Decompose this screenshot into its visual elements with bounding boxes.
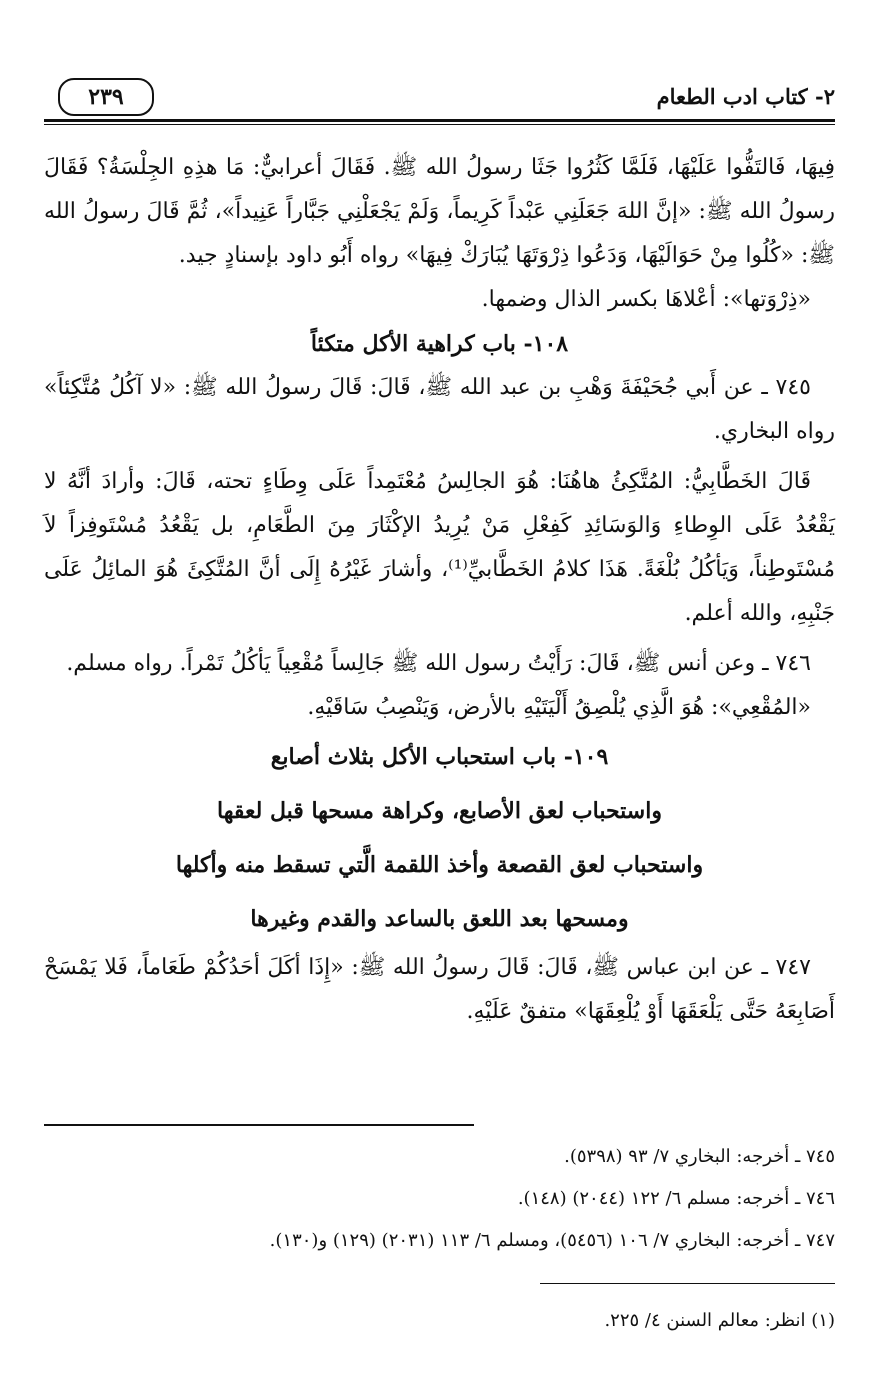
footnote-747: ٧٤٧ ـ أخرجه: البخاري ٧/ ١٠٦ (٥٤٥٦)، ومسلم ٦/ ١١٣ (٢٠٣١) (١٢٩) و(١٣٠). xyxy=(269,1230,835,1251)
chapter-heading-109-line4: ومسحها بعد اللعق بالساعد والقدم وغيرها xyxy=(250,906,629,932)
hadith-746: ٧٤٦ ـ وعن أنس ﷺ، قَالَ: رَأَيْتُ رسول الله ﷺ جَالِساً مُقْعِياً يَأكُلُ تَمْراً. رواه مسلم. xyxy=(66,651,811,676)
header-rule-thin xyxy=(44,124,835,125)
page-number: ٢٣٩ xyxy=(58,78,154,116)
main-text xyxy=(44,146,835,1034)
paragraph-continuation: فِيهَا، فَالتَفُّوا عَلَيْهَا، فَلَمَّا كَثُرُوا جَثَا رسولُ الله ﷺ. فَقَالَ أعرابيٌّ: مَا هذِهِ الجِلْسَةُ؟ فَقَالَ رسولُ الله ﷺ: «إنَّ اللهَ جَعَلَنِي عَبْداً كَرِيماً، وَلَمْ يَجْعَلْنِي جَبَّاراً عَنِيداً»، ثُمَّ قَالَ رسولُ الله ﷺ: «كُلُوا مِنْ حَوَالَيْهَا، وَدَعُوا ذِرْوَتَهَا يُبَارَكْ فِيهَا» رواه أَبُو داود بإسنادٍ جيد. xyxy=(44,155,835,268)
running-head: ٢- كتاب ادب الطعام xyxy=(656,84,835,109)
note-1: (١) انظر: معالم السنن ٤/ ٢٢٥. xyxy=(604,1310,835,1331)
chapter-heading-109-line3: واستحباب لعق القصعة وأخذ اللقمة الَّتي تسقط منه وأكلها xyxy=(175,852,704,878)
chapter-heading-109-line2: واستحباب لعق الأصابع، وكراهة مسحها قبل لعقها xyxy=(217,798,662,824)
gloss-dhirwa: «ذِرْوَتها»: أعْلاهَا بكسر الذال وضمها. xyxy=(481,287,811,312)
footnote-745: ٧٤٥ ـ أخرجه: البخاري ٧/ ٩٣ (٥٣٩٨). xyxy=(564,1146,835,1167)
hadith-745: ٧٤٥ ـ عن أَبي جُحَيْفَةَ وَهْبِ بن عبد الله ﷺ، قَالَ: قَالَ رسولُ الله ﷺ: «لا آكُلُ مُتَّكِئاً» رواه البخاري. xyxy=(44,375,835,444)
hadith-747: ٧٤٧ ـ عن ابن عباس ﷺ، قَالَ: قَالَ رسولُ الله ﷺ: «إِذَا أكَلَ أحَدُكُمْ طَعَاماً، فَلا يَمْسَحْ أَصَابِعَهُ حَتَّى يَلْعَقَهَا أَوْ يُلْعِقَهَا» متفقٌ عَلَيْهِ. xyxy=(44,955,835,1024)
chapter-heading-109: ١٠٩- باب استحباب الأكل بثلاث أصابع xyxy=(270,744,609,770)
commentary-khattabi: قَالَ الخَطَّابِيُّ: المُتَّكِئُ هاهُنَا: هُوَ الجالِسُ مُعْتَمِداً عَلَى وِطَاءٍ تحته، قَالَ: وأرادَ أنَّهُ لا يَقْعُدُ عَلَى الوِطاءِ وَالوَسَائِدِ كَفِعْلِ مَنْ يُرِيدُ الإكْثَارَ مِنَ الطَّعَامِ، بل يَقْعُدُ مُسْتَوفِزاً لاَ مُسْتَوطِناً، وَيَأكُلُ بُلْغَةً. هَذَا كلامُ الخَطَّابيِّ⁽¹⁾، وأشارَ غَيْرُهُ إِلَى أنَّ المُتَّكِئَ هُوَ المائِلُ عَلَى جَنْبِهِ، والله أعلم. xyxy=(44,469,836,626)
footnotes xyxy=(44,1136,835,1262)
chapter-heading-108: ١٠٨- باب كراهية الأكل متكئاً xyxy=(310,331,569,357)
header-rule xyxy=(44,119,835,122)
endnote xyxy=(44,1282,835,1360)
page-header xyxy=(44,78,835,118)
gloss-muqi: «المُقْعِي»: هُوَ الَّذِي يُلْصِقُ أَلْيَتَيْهِ بالأرض، وَيَنْصِبُ سَاقَيْهِ. xyxy=(307,695,811,720)
footnote-rule xyxy=(44,1124,474,1126)
footnote-746: ٧٤٦ ـ أخرجه: مسلم ٦/ ١٢٢ (٢٠٤٤) (١٤٨). xyxy=(517,1188,835,1209)
